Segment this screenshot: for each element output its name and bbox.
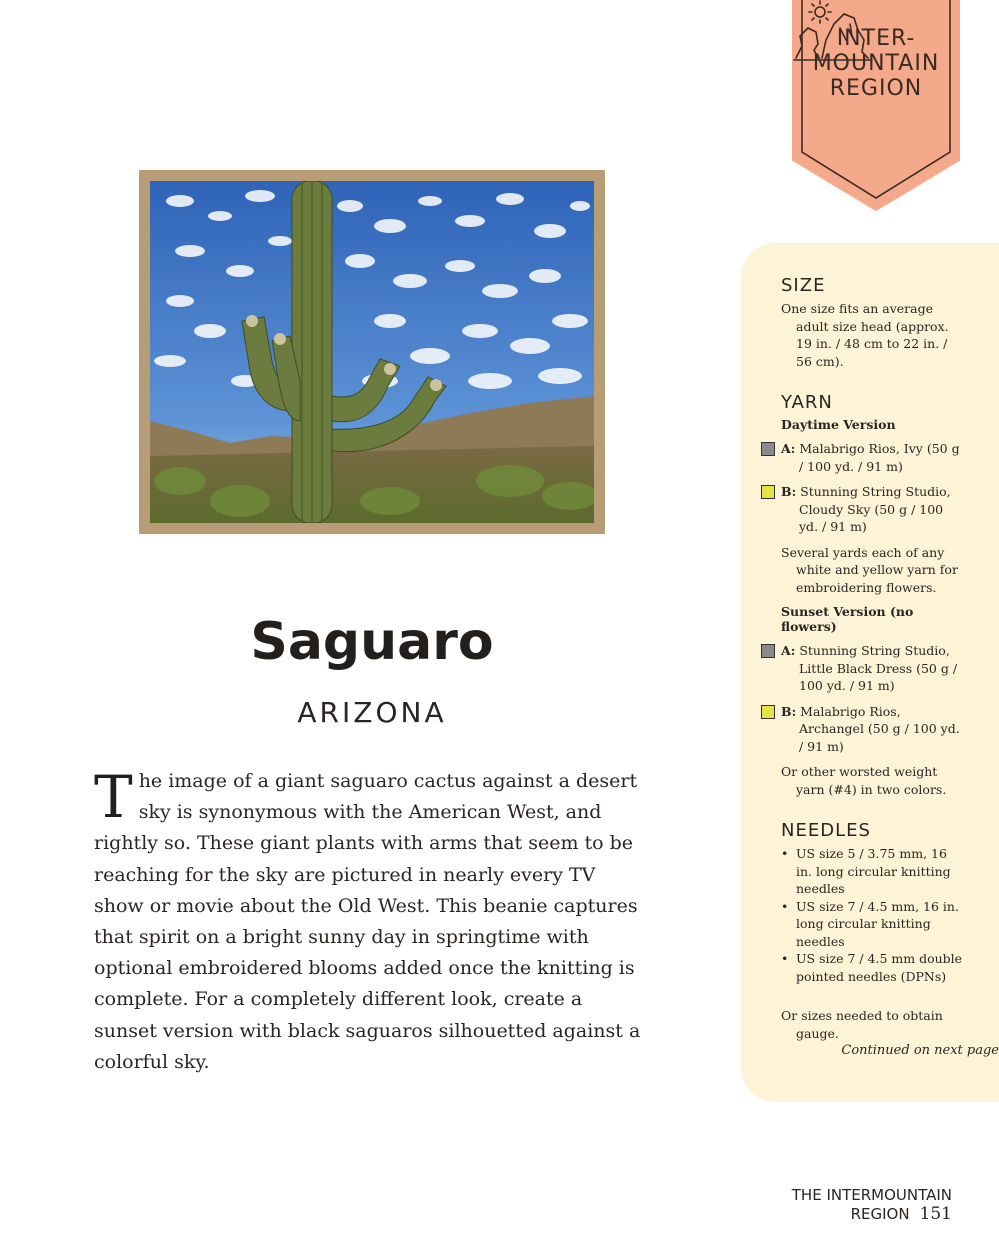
page-number: 151 bbox=[919, 1204, 952, 1224]
yarn-key: B: bbox=[781, 484, 797, 499]
yarn-key: A: bbox=[781, 441, 796, 456]
banner-line-3: REGION bbox=[829, 76, 923, 101]
sunset-yarn-a bbox=[781, 642, 966, 695]
gray-swatch-icon bbox=[761, 644, 775, 658]
intro-paragraph bbox=[94, 763, 644, 1078]
sidebar-content bbox=[781, 275, 966, 1050]
banner-line-2: MOUNTAIN bbox=[812, 51, 940, 76]
page-footer bbox=[700, 1186, 952, 1224]
banner-line-1: INTER- bbox=[836, 26, 916, 51]
yarn-text: Malabrigo Rios, Ivy (50 g / 100 yd. / 91 m) bbox=[799, 441, 960, 474]
saguaro-photo bbox=[150, 181, 594, 523]
photo-frame bbox=[139, 170, 605, 534]
footer-section: THE INTERMOUNTAIN REGION bbox=[791, 1186, 952, 1223]
needles-item: • US size 7 / 4.5 mm double pointed needles (DPNs) bbox=[781, 950, 966, 985]
sunset-version-label: Sunset Version (no flowers) bbox=[781, 604, 914, 634]
daytime-version-label: Daytime Version bbox=[781, 417, 896, 432]
size-text: One size fits an average adult size head (approx. 19 in. / 48 cm to 22 in. / 56 cm). bbox=[781, 301, 949, 369]
intro-text: he image of a giant saguaro cactus against a desert sky is synonymous with the American West, and rightly so. These giant plants with arms that seem to be reaching for the sky are pictured in nearly every TV show or movie about the Old West. This beanie captures that spirit on a bright sunny day in springtime with optional embroidered blooms added once the knitting is complete. For a completely different look, create a sunset version with black saguaros silhouetted against a colorful sky. bbox=[94, 770, 641, 1073]
needles-item: • US size 5 / 3.75 mm, 16 in. long circular knitting needles bbox=[781, 845, 966, 898]
page-title: Saguaro bbox=[250, 612, 494, 672]
yarn-text: Stunning String Studio, Little Black Dress (50 g / 100 yd. / 91 m) bbox=[799, 643, 958, 693]
yarn-heading: YARN bbox=[781, 392, 833, 413]
continued-note: Continued on next page bbox=[841, 1043, 999, 1058]
needles-heading: NEEDLES bbox=[781, 820, 871, 841]
other-yarn-note: Or other worsted weight yarn (#4) in two colors. bbox=[781, 764, 947, 797]
yarn-text: Malabrigo Rios, Archangel (50 g / 100 yd. / 91 m) bbox=[799, 703, 960, 754]
gray-swatch-icon bbox=[761, 442, 775, 456]
gauge-note: Or sizes needed to obtain gauge. bbox=[781, 1008, 943, 1041]
yellow-swatch-icon bbox=[761, 705, 775, 719]
sun-and-rock-formation-icon bbox=[792, 0, 882, 70]
daytime-yarn-a bbox=[781, 440, 966, 475]
drop-cap: T bbox=[94, 763, 133, 831]
yarn-text: Stunning String Studio, Cloudy Sky (50 g / 100 yd. / 91 m) bbox=[799, 484, 951, 534]
sunset-yarn-b bbox=[781, 703, 966, 756]
region-banner bbox=[792, 0, 960, 212]
size-heading: SIZE bbox=[781, 275, 826, 296]
materials-sidebar bbox=[741, 243, 999, 1102]
needles-item: • US size 7 / 4.5 mm, 16 in. long circular knitting needles bbox=[781, 898, 966, 951]
yarn-key: A: bbox=[781, 643, 796, 658]
daytime-yarn-b bbox=[781, 483, 966, 536]
yarn-key: B: bbox=[781, 703, 797, 719]
daytime-note: Several yards each of any white and yellow yarn for embroidering flowers. bbox=[781, 544, 958, 595]
needles-list bbox=[781, 845, 966, 985]
yellow-swatch-icon bbox=[761, 485, 775, 499]
page-subtitle: ARIZONA bbox=[297, 696, 447, 729]
